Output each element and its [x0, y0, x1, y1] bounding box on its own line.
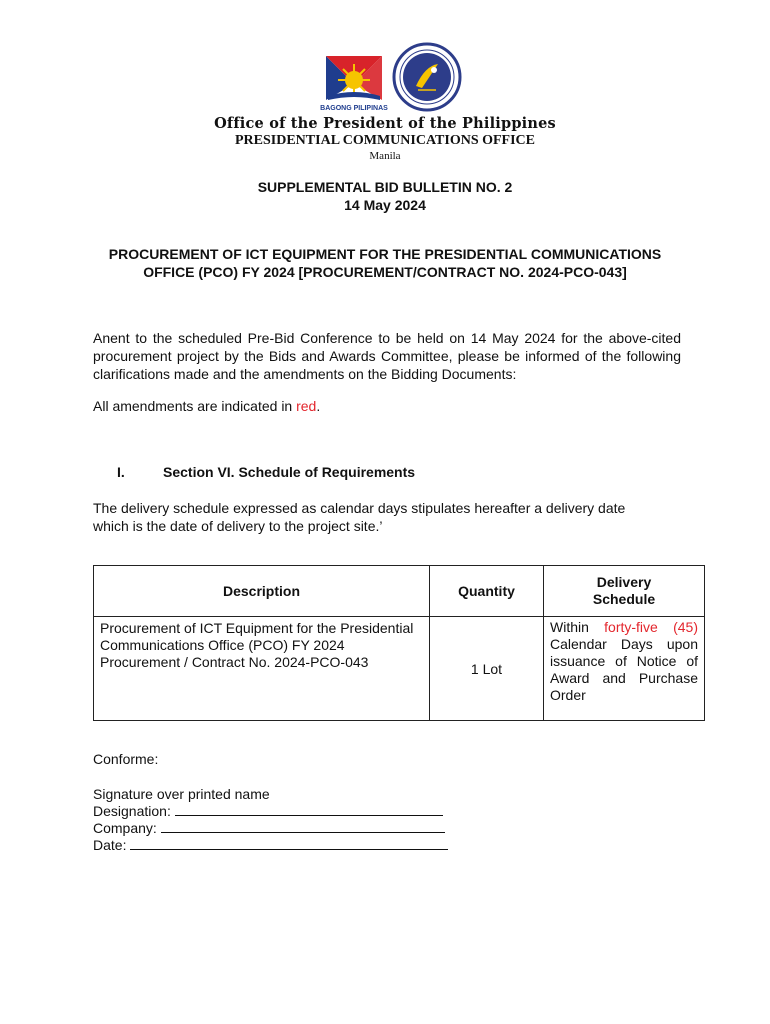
cell-quantity: 1 Lot — [430, 617, 544, 721]
bulletin-date: 14 May 2024 — [344, 197, 426, 213]
project-title: PROCUREMENT OF ICT EQUIPMENT FOR THE PRESIDENTIAL COMMUNICATIONS OFFICE (PCO) FY 2024 [PROCUREMENT/CONTRACT NO. 2024-PCO-043] — [108, 246, 662, 280]
amendments-note — [93, 398, 320, 414]
agency-name: PRESIDENTIAL COMMUNICATIONS OFFICE — [235, 133, 535, 148]
section-heading — [117, 464, 415, 480]
office-name: Office of the President of the Philippines — [214, 115, 556, 132]
city: Manila — [369, 150, 401, 162]
header-quantity: Quantity — [430, 566, 544, 617]
table-row — [94, 617, 705, 721]
bulletin-heading — [0, 178, 770, 214]
designation-label: Designation: — [93, 803, 171, 819]
table-header-row — [94, 566, 705, 617]
date-row — [93, 837, 448, 854]
company-label: Company: — [93, 820, 157, 836]
svg-text:BAGONG PILIPINAS: BAGONG PILIPINAS — [320, 105, 388, 112]
designation-row — [93, 803, 448, 820]
signature-label: Signature over printed name — [93, 786, 270, 802]
section-title: Section VI. Schedule of Requirements — [163, 464, 416, 480]
intro-paragraph: Anent to the scheduled Pre-Bid Conference to be held on 14 May 2024 for the above-cited procurement project by the Bids and Awards Committee, please be informed of the following clarifications made and the amendments on the Bidding Documents: — [93, 330, 681, 382]
logos — [0, 42, 770, 112]
company-field[interactable] — [161, 820, 445, 833]
date-label: Date: — [93, 837, 127, 853]
amendments-prefix: All amendments are indicated in — [93, 398, 297, 414]
amendments-suffix: . — [316, 398, 321, 414]
bulletin-title: SUPPLEMENTAL BID BULLETIN NO. 2 — [257, 179, 513, 195]
amendments-highlight: red — [296, 398, 317, 414]
conforme-label: Conforme: — [93, 751, 159, 767]
date-field[interactable] — [130, 837, 448, 850]
bagong-pilipinas-logo-icon — [318, 50, 390, 112]
schedule-prefix: Within — [550, 619, 605, 635]
cell-description: Procurement of ICT Equipment for the Presidential Communications Office (PCO) FY 2024 Procurement / Contract No. 2024-PCO-043 — [94, 617, 430, 721]
letterhead — [0, 42, 770, 162]
pco-seal-icon — [392, 42, 462, 112]
header-description: Description — [94, 566, 430, 617]
cell-schedule — [544, 617, 705, 721]
signature-block — [93, 786, 448, 854]
designation-field[interactable] — [175, 803, 443, 816]
header-schedule: Delivery Schedule — [544, 566, 705, 617]
delivery-paragraph: The delivery schedule expressed as calendar days stipulates hereafter a delivery date which is the date of delivery to the project site.’ — [93, 500, 626, 534]
section-number: I. — [117, 464, 125, 480]
schedule-red-text: forty-five (45) — [604, 619, 698, 635]
schedule-suffix: Calendar Days upon issuance of Notice of Award and Purchase Order — [550, 636, 698, 703]
schedule-table — [93, 565, 705, 721]
company-row — [93, 820, 448, 837]
